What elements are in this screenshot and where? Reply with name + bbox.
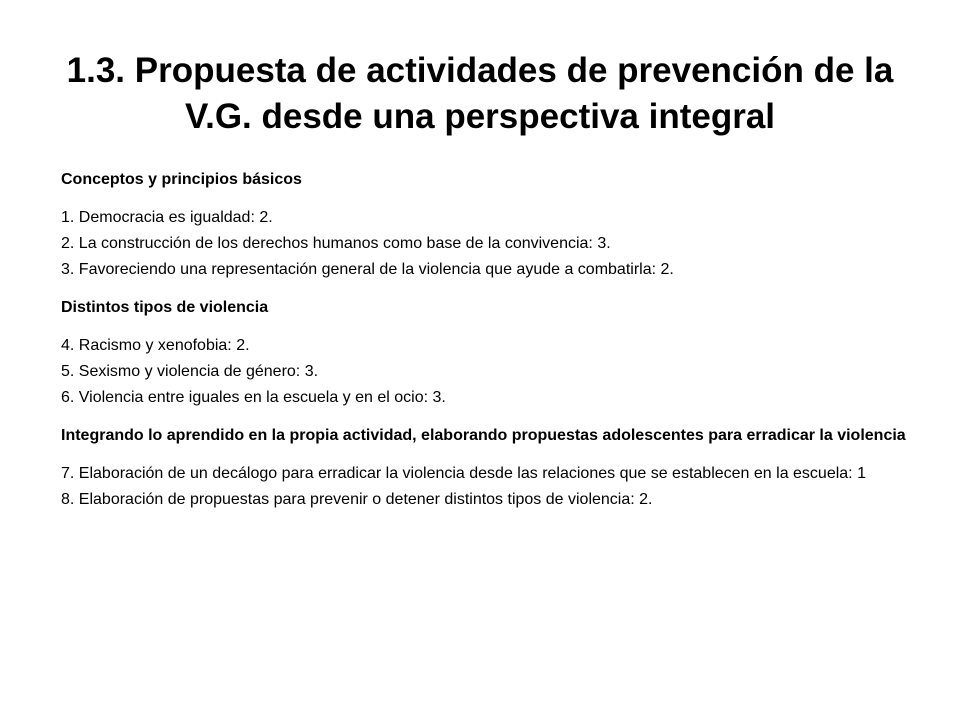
list-item: 6. Violencia entre iguales en la escuela y en el ocio: 3.: [61, 389, 446, 406]
list-item: 4. Racismo y xenofobia: 2.: [61, 337, 250, 354]
section-heading-integrando: Integrando lo aprendido en la propia actividad, elaborando propuestas adolescentes para erradicar la violencia: [61, 427, 906, 444]
slide-content: [61, 170, 921, 509]
section-heading-tipos: Distintos tipos de violencia: [61, 299, 269, 316]
section-heading-conceptos: Conceptos y principios básicos: [61, 171, 302, 188]
list-item: 8. Elaboración de propuestas para prevenir o detener distintos tipos de violencia: 2.: [61, 491, 653, 508]
list-item: 1. Democracia es igualdad: 2.: [61, 209, 273, 226]
list-item: 3. Favoreciendo una representación general de la violencia que ayude a combatirla: 2.: [61, 261, 674, 278]
list-item: 2. La construcción de los derechos humanos como base de la convivencia: 3.: [61, 235, 611, 252]
list-item: 7. Elaboración de un decálogo para erradicar la violencia desde las relaciones que se establecen en la escuela: 1: [61, 465, 866, 482]
slide-title: 1.3. Propuesta de actividades de prevención de la V.G. desde una perspectiva integral: [66, 51, 894, 136]
list-item: 5. Sexismo y violencia de género: 3.: [61, 363, 319, 380]
